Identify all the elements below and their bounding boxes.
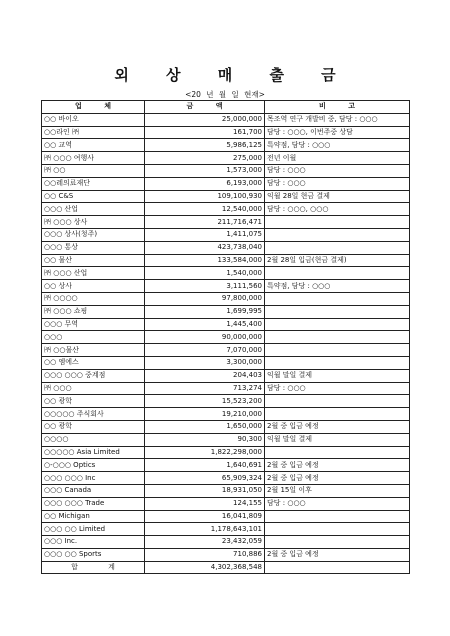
company-cell: ○○○ ○○ Limited: [42, 523, 145, 536]
company-cell: ㈜ ○○○○: [42, 292, 145, 305]
table-row: [42, 408, 410, 421]
table-row: [42, 292, 410, 305]
header-row: [42, 101, 410, 114]
company-cell: ○○○○: [42, 433, 145, 446]
table-row: [42, 139, 410, 152]
company-cell: ○○ 광학: [42, 420, 145, 433]
receivables-table: [41, 100, 410, 574]
company-cell: ○○○ ○○○ 중계점: [42, 369, 145, 382]
note-cell: 2월 중 입금 예정: [265, 459, 410, 472]
table-row: [42, 459, 410, 472]
table-row: [42, 344, 410, 357]
note-cell: 2월 28일 입금(현금 결제): [265, 254, 410, 267]
table-row: [42, 318, 410, 331]
page-title: 외 상 매 출 금: [114, 66, 352, 84]
company-cell: ㈜ ○○○ 쇼핑: [42, 305, 145, 318]
note-cell: [265, 305, 410, 318]
table-row: [42, 126, 410, 139]
company-cell: ○○ 물산: [42, 254, 145, 267]
table-row: [42, 203, 410, 216]
note-cell: 담당 : ○○○, 이번주중 상담: [265, 126, 410, 139]
amount-cell: 97,800,000: [145, 292, 265, 305]
table-row: [42, 484, 410, 497]
note-cell: [265, 536, 410, 549]
header-note: 비 고: [265, 101, 410, 114]
table-row: [42, 382, 410, 395]
company-cell: ㈜ ○○물산: [42, 344, 145, 357]
amount-cell: 15,523,200: [145, 395, 265, 408]
table-row: [42, 420, 410, 433]
amount-cell: 1,640,691: [145, 459, 265, 472]
note-cell: 담당 : ○○○: [265, 177, 410, 190]
company-cell: ○○ 광학: [42, 395, 145, 408]
table-row: [42, 280, 410, 293]
amount-cell: 423,738,040: [145, 241, 265, 254]
amount-cell: 3,300,000: [145, 356, 265, 369]
note-cell: [265, 267, 410, 280]
amount-cell: 12,540,000: [145, 203, 265, 216]
amount-cell: 23,432,059: [145, 536, 265, 549]
amount-cell: 124,155: [145, 497, 265, 510]
note-cell: [265, 216, 410, 229]
table-row: [42, 254, 410, 267]
table-row: [42, 305, 410, 318]
table-row: [42, 369, 410, 382]
note-cell: [265, 228, 410, 241]
company-cell: ㈜ ○○○ 상사: [42, 216, 145, 229]
table-row: [42, 536, 410, 549]
amount-cell: 19,210,000: [145, 408, 265, 421]
amount-cell: 211,716,471: [145, 216, 265, 229]
note-cell: 담당 : ○○○: [265, 164, 410, 177]
amount-cell: 90,300: [145, 433, 265, 446]
amount-cell: 1,411,075: [145, 228, 265, 241]
company-cell: ○○○ ○○ Sports: [42, 548, 145, 561]
company-cell: ○○레의료재단: [42, 177, 145, 190]
amount-cell: 18,931,050: [145, 484, 265, 497]
note-cell: 2월 중 입금 예정: [265, 548, 410, 561]
table-row: [42, 152, 410, 165]
amount-cell: 6,193,000: [145, 177, 265, 190]
company-cell: ○○○○○ Asia Limited: [42, 446, 145, 459]
table-row: [42, 164, 410, 177]
table-row: [42, 510, 410, 523]
table-row: [42, 228, 410, 241]
amount-cell: 1,540,000: [145, 267, 265, 280]
company-cell: ○○○: [42, 331, 145, 344]
note-cell: 2월 15일 이후: [265, 484, 410, 497]
table-row: [42, 548, 410, 561]
table-row: [42, 177, 410, 190]
note-cell: 익월 말일 결제: [265, 369, 410, 382]
amount-cell: 16,041,809: [145, 510, 265, 523]
table-row: [42, 267, 410, 280]
amount-cell: 109,100,930: [145, 190, 265, 203]
company-cell: ○○○ 무역: [42, 318, 145, 331]
company-cell: ○○○ Inc.: [42, 536, 145, 549]
amount-cell: 65,909,324: [145, 472, 265, 485]
amount-cell: 1,573,000: [145, 164, 265, 177]
note-cell: 특약점, 담당 : ○○○: [265, 139, 410, 152]
total-amount: 4,302,368,548: [145, 561, 265, 574]
amount-cell: 7,070,000: [145, 344, 265, 357]
table-row: [42, 190, 410, 203]
note-cell: [265, 344, 410, 357]
header-company: 업 체: [42, 101, 145, 114]
total-note: [265, 561, 410, 574]
amount-cell: 5,986,125: [145, 139, 265, 152]
note-cell: [265, 523, 410, 536]
table-row: [42, 216, 410, 229]
company-cell: ㈜ ○○○: [42, 382, 145, 395]
note-cell: [265, 241, 410, 254]
amount-cell: 710,886: [145, 548, 265, 561]
table-row: [42, 113, 410, 126]
note-cell: 특약점, 담당 : ○○○: [265, 280, 410, 293]
company-cell: ○○ 상사: [42, 280, 145, 293]
note-cell: [265, 510, 410, 523]
table-row: [42, 433, 410, 446]
header-amount: 금 액: [145, 101, 265, 114]
note-cell: 담당 : ○○○, ○○○: [265, 203, 410, 216]
table-row: [42, 523, 410, 536]
table-row: [42, 356, 410, 369]
company-cell: ○○○ 통상: [42, 241, 145, 254]
amount-cell: 713,274: [145, 382, 265, 395]
table-row: [42, 331, 410, 344]
company-cell: ○○○ ○○○ Trade: [42, 497, 145, 510]
company-cell: ㈜ ○○○ 산업: [42, 267, 145, 280]
table-row: [42, 497, 410, 510]
company-cell: ○○○ 상사(청주): [42, 228, 145, 241]
note-cell: 익월 28일 현금 결제: [265, 190, 410, 203]
company-cell: ○○ C&S: [42, 190, 145, 203]
amount-cell: 90,000,000: [145, 331, 265, 344]
note-cell: [265, 292, 410, 305]
note-cell: 담당 : ○○○: [265, 382, 410, 395]
note-cell: [265, 331, 410, 344]
company-cell: ㈜ ○○○ 여행사: [42, 152, 145, 165]
total-row: [42, 561, 410, 574]
company-cell: ○-○○○ Optics: [42, 459, 145, 472]
table-row: [42, 395, 410, 408]
table-row: [42, 472, 410, 485]
table-row: [42, 446, 410, 459]
note-cell: [265, 318, 410, 331]
company-cell: ○○ Michigan: [42, 510, 145, 523]
note-cell: [265, 395, 410, 408]
amount-cell: 204,403: [145, 369, 265, 382]
company-cell: ○○○ 산업: [42, 203, 145, 216]
table-row: [42, 241, 410, 254]
amount-cell: 25,000,000: [145, 113, 265, 126]
company-cell: ㈜ ○○: [42, 164, 145, 177]
note-cell: 전년 이월: [265, 152, 410, 165]
amount-cell: 1,822,298,000: [145, 446, 265, 459]
company-cell: ○○ 교역: [42, 139, 145, 152]
note-cell: [265, 408, 410, 421]
amount-cell: 275,000: [145, 152, 265, 165]
company-cell: ○○○ Canada: [42, 484, 145, 497]
as-of-date: <20 년 월 일 현재>: [185, 90, 265, 99]
note-cell: 담당 : ○○○: [265, 497, 410, 510]
company-cell: ○○ 바이오: [42, 113, 145, 126]
note-cell: [265, 446, 410, 459]
note-cell: [265, 356, 410, 369]
amount-cell: 133,584,000: [145, 254, 265, 267]
note-cell: 2월 중 입금 예정: [265, 472, 410, 485]
company-cell: ○○라인 ㈜: [42, 126, 145, 139]
total-label: 합 계: [42, 561, 145, 574]
note-cell: 2월 중 입금 예정: [265, 420, 410, 433]
amount-cell: 1,699,995: [145, 305, 265, 318]
note-cell: 목조역 연구 개발비 중, 담당 : ○○○: [265, 113, 410, 126]
amount-cell: 1,650,000: [145, 420, 265, 433]
amount-cell: 3,111,560: [145, 280, 265, 293]
amount-cell: 1,445,400: [145, 318, 265, 331]
note-cell: 익월 말일 결제: [265, 433, 410, 446]
company-cell: ○○○ ○○○ Inc: [42, 472, 145, 485]
amount-cell: 1,178,643,101: [145, 523, 265, 536]
amount-cell: 161,700: [145, 126, 265, 139]
company-cell: ○○○○○ 주식회사: [42, 408, 145, 421]
company-cell: ○○ 엠에스: [42, 356, 145, 369]
